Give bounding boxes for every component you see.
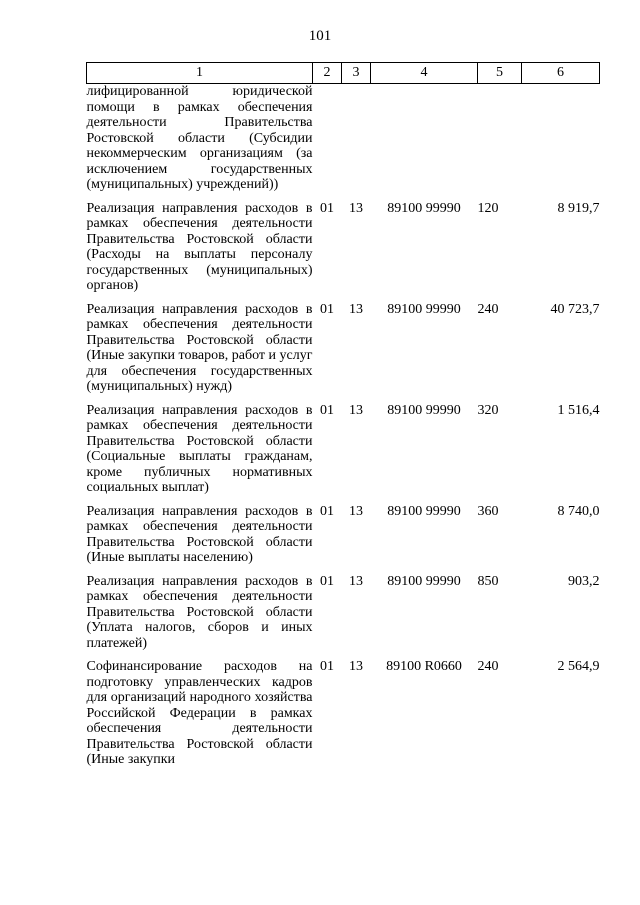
table-row <box>87 496 600 566</box>
table-row-continuation <box>87 84 600 193</box>
header-col-2: 2 <box>313 63 342 84</box>
expense-name: Реализация направления расходов в рамках обеспечения деятельности Правительства Ростовской области (Расходы на выплаты персоналу государственных (муниципальных) органов) <box>86 200 313 293</box>
subsection-code: 13 <box>349 659 363 674</box>
target-article-code: 89100 99990 <box>387 301 461 317</box>
subsection-code: 13 <box>349 573 363 589</box>
expense-name: Софинансирование расходов на подготовку управленческих кадров для организаций народного хозяйства Российской Федерации в рамках обеспечения деятельности Правительства Ростовской области (Иные закупки <box>86 659 313 767</box>
section-code: 01 <box>320 659 334 674</box>
table-row <box>87 395 600 496</box>
table-row <box>87 193 600 294</box>
budget-table <box>86 62 600 768</box>
header-col-6: 6 <box>522 63 600 84</box>
section-code: 01 <box>320 503 334 519</box>
target-article-code: 89100 99990 <box>387 200 461 216</box>
target-article-code: 89100 99990 <box>387 402 461 418</box>
header-col-5: 5 <box>478 63 522 84</box>
expense-name: Реализация направления расходов в рамках обеспечения деятельности Правительства Ростовской области (Социальные выплаты гражданам, кроме публичных нормативных социальных выплат) <box>86 402 313 495</box>
subsection-code: 13 <box>349 402 363 418</box>
expense-name: Реализация направления расходов в рамках обеспечения деятельности Правительства Ростовской области (Уплата налогов, сборов и иных платежей) <box>86 573 313 651</box>
amount: 8 740,0 <box>557 503 600 519</box>
table-header-row <box>87 63 600 84</box>
subsection-code: 13 <box>349 503 363 519</box>
section-code: 01 <box>320 573 334 589</box>
amount: 8 919,7 <box>557 200 600 216</box>
table-row <box>87 651 600 768</box>
section-code: 01 <box>320 200 334 216</box>
table-row <box>87 566 600 652</box>
section-code: 01 <box>320 301 334 317</box>
header-col-3: 3 <box>342 63 371 84</box>
target-article-code: 89100 99990 <box>387 503 461 519</box>
target-article-code: 89100 R0660 <box>386 659 462 674</box>
page-number: 101 <box>308 28 332 44</box>
amount: 2 564,9 <box>557 659 600 674</box>
expense-type-code: 320 <box>477 402 499 418</box>
amount: 903,2 <box>568 573 600 589</box>
expense-name: Реализация направления расходов в рамках обеспечения деятельности Правительства Ростовской области (Иные закупки товаров, работ и услуг для обеспечения государственных (муниципальных) нужд) <box>86 301 313 394</box>
subsection-code: 13 <box>349 200 363 216</box>
amount: 40 723,7 <box>550 301 600 317</box>
table-row <box>87 294 600 395</box>
target-article-code: 89100 99990 <box>387 573 461 589</box>
expense-type-code: 360 <box>477 503 499 519</box>
amount: 1 516,4 <box>557 402 600 418</box>
expense-type-code: 120 <box>477 200 499 216</box>
expense-type-code: 240 <box>477 659 499 674</box>
expense-type-code: 240 <box>477 301 499 317</box>
subsection-code: 13 <box>349 301 363 317</box>
header-col-4: 4 <box>371 63 478 84</box>
section-code: 01 <box>320 402 334 418</box>
header-col-1: 1 <box>87 63 313 84</box>
expense-name: Реализация направления расходов в рамках обеспечения деятельности Правительства Ростовской области (Иные выплаты населению) <box>86 503 313 565</box>
expense-name: лифицированной юридической помощи в рамках обеспечения деятельности Правительства Ростовской области (Субсидии некоммерческим организациям (за исключением государственных (муниципальных) учреждений)) <box>86 84 313 192</box>
expense-type-code: 850 <box>477 573 499 589</box>
